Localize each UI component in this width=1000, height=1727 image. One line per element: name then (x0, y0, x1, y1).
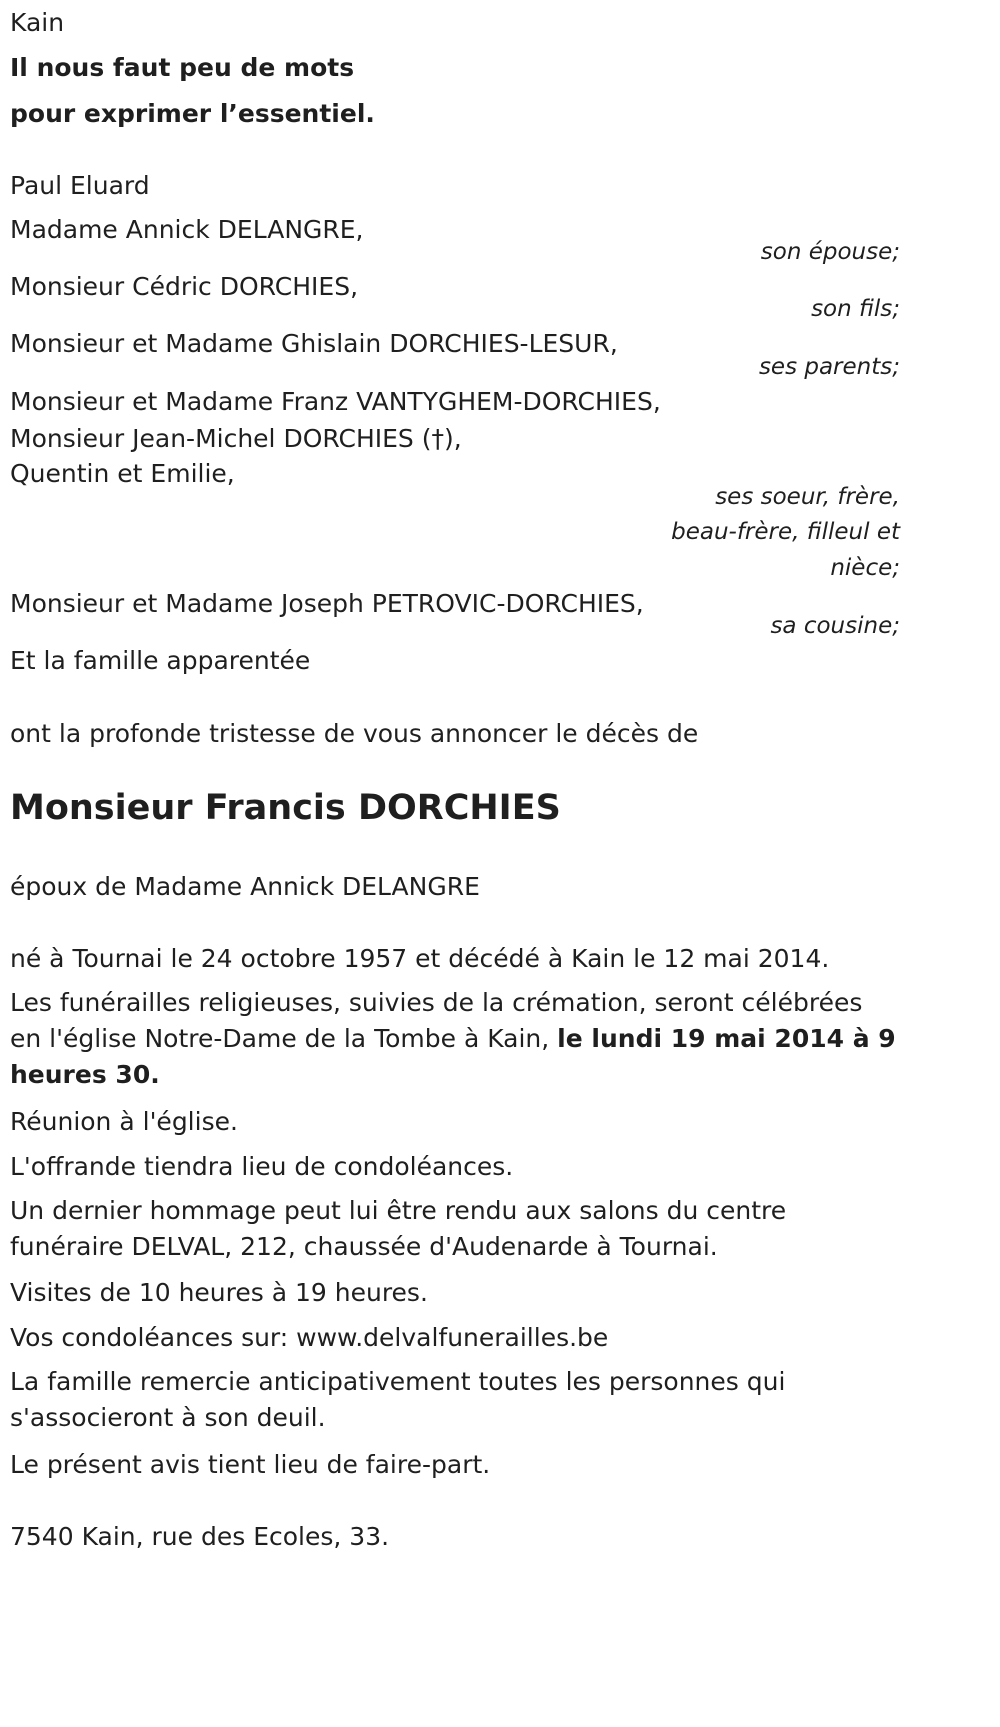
family-member-role: ses parents; (758, 354, 900, 380)
location-label: Kain (10, 8, 65, 37)
notice-line: Le présent avis tient lieu de faire-part. (10, 1450, 491, 1479)
funeral-paragraph (10, 985, 900, 1093)
family-member-name: Monsieur Jean-Michel DORCHIES (†), (10, 424, 462, 453)
family-member-name: Monsieur et Madame Franz VANTYGHEM-DORCHIES, (10, 387, 661, 416)
spouse-line: époux de Madame Annick DELANGRE (10, 872, 480, 901)
birth-death-line: né à Tournai le 24 octobre 1957 et décédé à Kain le 12 mai 2014. (10, 944, 830, 973)
deceased-name: Monsieur Francis DORCHIES (10, 788, 561, 828)
family-member-name: Quentin et Emilie, (10, 459, 235, 488)
family-member-role: son fils; (811, 296, 900, 322)
family-member-name: Madame Annick DELANGRE, (10, 215, 364, 244)
family-member-name: Monsieur et Madame Joseph PETROVIC-DORCHIES, (10, 589, 644, 618)
condolences-line: Vos condoléances sur: www.delvalfunerailles.be (10, 1323, 609, 1352)
extended-family: Et la famille apparentée (10, 646, 311, 675)
funeral-text: Les funérailles religieuses, suivies de la crémation, seront célébrées en l'église Notre-Dame de la Tombe à Kain, (10, 988, 863, 1053)
family-member-role: sa cousine; (770, 613, 900, 639)
quote-line-1: Il nous faut peu de mots (10, 53, 355, 82)
tribute-paragraph: Un dernier hommage peut lui être rendu aux salons du centre funéraire DELVAL, 212, chaussée d'Audenarde à Tournai. (10, 1196, 787, 1261)
family-member-role: ses soeur, frère, (715, 484, 900, 510)
meeting-line: Réunion à l'église. (10, 1107, 238, 1136)
family-member-name: Monsieur et Madame Ghislain DORCHIES-LESUR, (10, 329, 618, 358)
family-member-name: Monsieur Cédric DORCHIES, (10, 272, 359, 301)
thanks-paragraph: La famille remercie anticipativement toutes les personnes qui s'associeront à son deuil. (10, 1367, 786, 1432)
announcement-text: ont la profonde tristesse de vous annoncer le décès de (10, 719, 699, 748)
family-member-role: son épouse; (760, 239, 900, 265)
quote-line-2: pour exprimer l’essentiel. (10, 99, 375, 128)
quote-author: Paul Eluard (10, 171, 150, 200)
family-member-role: beau-frère, filleul et (671, 519, 900, 545)
visits-line: Visites de 10 heures à 19 heures. (10, 1278, 428, 1307)
funeral-date: le lundi 19 mai 2014 à 9 heures 30. (10, 1024, 896, 1089)
offering-line: L'offrande tiendra lieu de condoléances. (10, 1152, 514, 1181)
family-member-role: nièce; (830, 555, 900, 581)
address-line: 7540 Kain, rue des Ecoles, 33. (10, 1522, 390, 1551)
